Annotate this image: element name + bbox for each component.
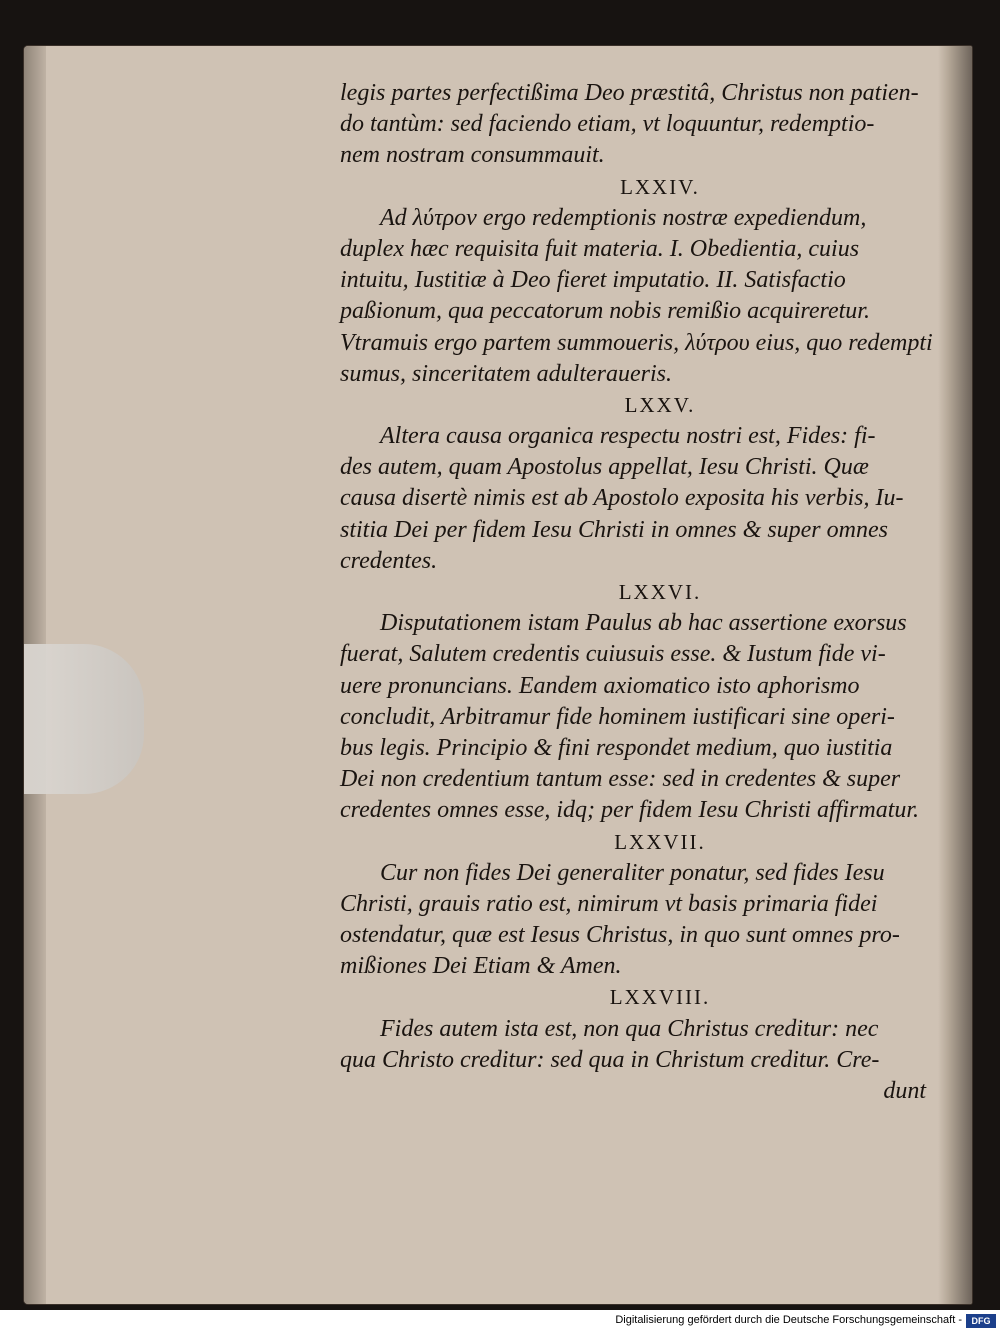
text-line: paßionum, qua peccatorum nobis remißio acquireretur. bbox=[340, 298, 870, 325]
text-line: bus legis. Principio & fini respondet medium, quo iustitia bbox=[340, 734, 893, 761]
text-line: duplex hæc requisita fuit materia. I. Obedientia, cuius bbox=[340, 235, 860, 262]
text-line: Cur non fides Dei generaliter ponatur, sed fides Iesu bbox=[380, 859, 885, 886]
bookmark-tab bbox=[24, 644, 144, 794]
text-line: Dei non credentium tantum esse: sed in credentes & super bbox=[340, 766, 901, 793]
text-line: nem nostram consummauit. bbox=[340, 142, 605, 169]
section-heading: LXXVIII. bbox=[609, 985, 711, 1010]
text-line: sumus, sinceritatem adulteraueris. bbox=[340, 360, 672, 387]
text-line: uere pronuncians. Eandem axiomatico isto aphorismo bbox=[340, 672, 860, 699]
text-line: Ad λύτρον ergo redemptionis nostræ expediendum, bbox=[380, 204, 867, 231]
page-text bbox=[340, 78, 960, 1107]
text-line: mißiones Dei Etiam & Amen. bbox=[340, 953, 622, 980]
digitization-credit: Digitalisierung gefördert durch die Deutsche Forschungsgemeinschaft - bbox=[615, 1314, 962, 1326]
text-line: fuerat, Salutem credentis cuiusuis esse. & Iustum fide vi- bbox=[340, 641, 886, 668]
text-line: stitia Dei per fidem Iesu Christi in omnes & super omnes bbox=[340, 516, 888, 543]
text-line: Fides autem ista est, non qua Christus creditur: nec bbox=[380, 1015, 879, 1042]
text-line: do tantùm: sed faciendo etiam, vt loquuntur, redemptio- bbox=[340, 111, 875, 138]
text-line: credentes. bbox=[340, 547, 438, 574]
text-line: legis partes perfectißima Deo præstitâ, Christus non patien- bbox=[340, 80, 919, 106]
footer-bar bbox=[0, 1310, 1000, 1334]
text-line: des autem, quam Apostolus appellat, Iesu Christi. Quæ bbox=[340, 454, 869, 481]
text-line: Altera causa organica respectu nostri est, Fides: fi- bbox=[380, 423, 876, 450]
text-line: intuitu, Iustitiæ à Deo fieret imputatio. II. Satisfactio bbox=[340, 267, 846, 294]
dfg-logo: DFG bbox=[966, 1314, 996, 1328]
text-line: credentes omnes esse, idq; per fidem Iesu Christi affirmatur. bbox=[340, 797, 920, 824]
section-heading: LXXIV. bbox=[620, 174, 700, 199]
text-line: ostendatur, quæ est Iesus Christus, in quo sunt omnes pro- bbox=[340, 922, 900, 949]
text-line: Disputationem istam Paulus ab hac assertione exorsus bbox=[380, 610, 907, 637]
text-line: Vtramuis ergo partem summoueris, λύτρου eius, quo redempti bbox=[340, 329, 933, 356]
section-heading: LXXV. bbox=[624, 392, 696, 417]
catchword: dunt bbox=[883, 1078, 926, 1104]
text-line: qua Christo creditur: sed qua in Christum creditur. Cre- bbox=[340, 1046, 880, 1073]
text-lines bbox=[340, 78, 960, 1076]
text-line: causa disertè nimis est ab Apostolo exposita his verbis, Iu- bbox=[340, 485, 904, 512]
section-heading: LXXVII. bbox=[614, 829, 706, 854]
section-heading: LXXVI. bbox=[618, 580, 702, 604]
text-line: concludit, Arbitramur fide hominem iustificari sine operi- bbox=[340, 703, 895, 730]
text-line: Christi, grauis ratio est, nimirum vt basis primaria fidei bbox=[340, 890, 878, 917]
